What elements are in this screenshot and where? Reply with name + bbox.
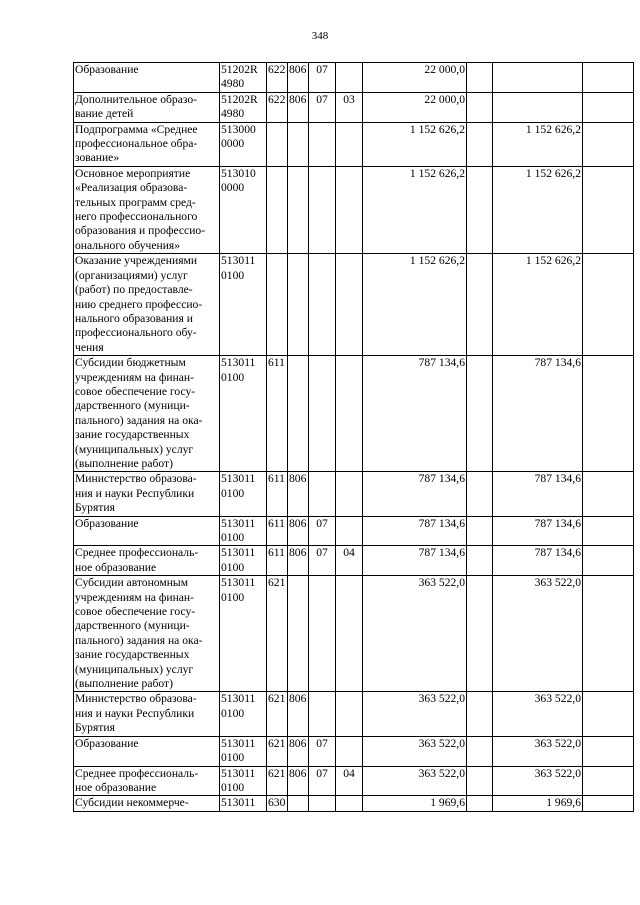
row-col2-cell: [467, 516, 493, 546]
page-number: 348: [311, 30, 329, 42]
row-col2-cell: [467, 736, 493, 766]
row-amount-2-cell: 1 152 626,2: [493, 166, 583, 253]
row-vr-cell: 611: [267, 472, 288, 516]
row-section-cell: [309, 576, 336, 692]
row-name-cell: [74, 796, 220, 811]
row-amount-cell: 1 969,6: [363, 796, 467, 811]
row-grbs-cell: [288, 122, 309, 166]
row-name-line: него профессионального: [75, 210, 198, 224]
row-amount-2-cell: 1 152 626,2: [493, 122, 583, 166]
row-code-cell: [220, 122, 267, 166]
row-amount-cell: 363 522,0: [363, 766, 467, 796]
row-name-line: чения: [75, 340, 104, 354]
row-vr-cell: 621: [267, 576, 288, 692]
row-code-line: 513010: [221, 166, 256, 180]
row-code-line: 51202R: [221, 63, 258, 76]
row-subsection-cell: [336, 122, 363, 166]
row-vr-cell: 621: [267, 766, 288, 796]
row-subsection-cell: 04: [336, 546, 363, 576]
table-row: [74, 472, 634, 516]
row-code-cell: [220, 516, 267, 546]
row-code-line: 0100: [221, 370, 245, 384]
row-col2-cell: [467, 356, 493, 472]
row-name-line: Бурятия: [75, 501, 115, 515]
row-name-line: Среднее профессиональ-: [75, 546, 199, 560]
row-name-line: зование»: [75, 151, 120, 165]
row-subsection-cell: 04: [336, 766, 363, 796]
table-body: [74, 63, 634, 812]
row-amount-cell: 787 134,6: [363, 472, 467, 516]
row-name-line: тельных программ сред-: [75, 195, 196, 209]
row-name-cell: [74, 576, 220, 692]
row-vr-cell: 621: [267, 736, 288, 766]
row-subsection-cell: [336, 63, 363, 93]
row-vr-cell: 611: [267, 546, 288, 576]
row-vr-cell: 622: [267, 92, 288, 122]
row-vr-cell: 622: [267, 63, 288, 93]
row-name-cell: [74, 63, 220, 93]
row-code-line: 513011: [221, 766, 256, 780]
row-col4-cell: [583, 254, 634, 356]
row-vr-cell: 611: [267, 516, 288, 546]
row-grbs-cell: 806: [288, 766, 309, 796]
row-code-line: 513011: [221, 576, 256, 590]
row-code-cell: [220, 254, 267, 356]
table-row: [74, 63, 634, 93]
row-amount-2-cell: 363 522,0: [493, 766, 583, 796]
budget-table: [73, 62, 634, 812]
row-section-cell: 07: [309, 92, 336, 122]
table-row: [74, 576, 634, 692]
table-row: [74, 516, 634, 546]
row-name-line: ное образование: [75, 780, 157, 794]
row-amount-cell: 363 522,0: [363, 692, 467, 736]
row-name-cell: [74, 122, 220, 166]
row-col2-cell: [467, 472, 493, 516]
row-name-cell: [74, 472, 220, 516]
row-col2-cell: [467, 692, 493, 736]
row-code-cell: [220, 796, 267, 811]
row-col4-cell: [583, 356, 634, 472]
row-code-cell: [220, 766, 267, 796]
row-name-line: Министерство образова-: [75, 472, 197, 486]
table-row: [74, 766, 634, 796]
row-code-cell: [220, 166, 267, 253]
row-vr-cell: 621: [267, 692, 288, 736]
row-name-line: совое обеспечение госу-: [75, 384, 196, 398]
row-code-cell: [220, 736, 267, 766]
row-amount-cell: 787 134,6: [363, 356, 467, 472]
row-subsection-cell: [336, 692, 363, 736]
row-name-line: зание государственных: [75, 648, 190, 662]
table-row: [74, 254, 634, 356]
row-vr-cell: 611: [267, 356, 288, 472]
row-amount-cell: 1 152 626,2: [363, 122, 467, 166]
row-name-line: (выполнение работ): [75, 677, 173, 691]
row-code-line: 0100: [221, 560, 245, 574]
row-code-line: 0100: [221, 706, 245, 720]
row-name-cell: [74, 356, 220, 472]
row-amount-cell: 1 152 626,2: [363, 166, 467, 253]
row-vr-cell: [267, 122, 288, 166]
row-col4-cell: [583, 736, 634, 766]
row-code-line: 513011: [221, 796, 256, 810]
row-name-line: дарственного (муници-: [75, 399, 190, 413]
row-col4-cell: [583, 692, 634, 736]
row-col4-cell: [583, 63, 634, 93]
row-name-cell: [74, 254, 220, 356]
row-col2-cell: [467, 92, 493, 122]
row-col2-cell: [467, 122, 493, 166]
row-subsection-cell: [336, 576, 363, 692]
row-grbs-cell: 806: [288, 63, 309, 93]
row-name-line: онального обучения»: [75, 238, 181, 252]
row-amount-cell: 363 522,0: [363, 736, 467, 766]
row-code-line: 513011: [221, 736, 256, 750]
row-vr-cell: 630: [267, 796, 288, 811]
row-section-cell: [309, 254, 336, 356]
row-amount-2-cell: 1 969,6: [493, 796, 583, 811]
row-amount-cell: 787 134,6: [363, 516, 467, 546]
row-subsection-cell: [336, 516, 363, 546]
row-col4-cell: [583, 576, 634, 692]
row-col4-cell: [583, 546, 634, 576]
row-name-line: Подпрограмма «Среднее: [75, 122, 198, 136]
row-col2-cell: [467, 576, 493, 692]
row-code-line: 513011: [221, 356, 256, 370]
table-row: [74, 122, 634, 166]
row-name-line: ния и науки Республики: [75, 486, 195, 500]
row-code-line: 513011: [221, 254, 256, 268]
row-name-cell: [74, 766, 220, 796]
row-name-line: Министерство образова-: [75, 692, 197, 706]
table-row: [74, 692, 634, 736]
row-section-cell: [309, 796, 336, 811]
row-col2-cell: [467, 63, 493, 93]
row-subsection-cell: [336, 472, 363, 516]
row-amount-2-cell: 363 522,0: [493, 736, 583, 766]
row-section-cell: 07: [309, 516, 336, 546]
row-grbs-cell: 806: [288, 472, 309, 516]
row-col4-cell: [583, 796, 634, 811]
row-grbs-cell: 806: [288, 516, 309, 546]
row-code-cell: [220, 692, 267, 736]
row-amount-cell: 1 152 626,2: [363, 254, 467, 356]
row-grbs-cell: 806: [288, 692, 309, 736]
row-grbs-cell: 806: [288, 92, 309, 122]
row-code-cell: [220, 472, 267, 516]
row-name-line: вание детей: [75, 107, 134, 121]
row-code-line: 513011: [221, 692, 256, 706]
row-subsection-cell: 03: [336, 92, 363, 122]
row-section-cell: [309, 166, 336, 253]
row-subsection-cell: [336, 254, 363, 356]
row-name-line: (организациями) услуг: [75, 268, 188, 282]
row-grbs-cell: [288, 254, 309, 356]
row-vr-cell: [267, 254, 288, 356]
row-code-cell: [220, 546, 267, 576]
row-col4-cell: [583, 166, 634, 253]
table-row: [74, 356, 634, 472]
row-name-line: профессионального обу-: [75, 326, 197, 340]
row-name-line: зание государственных: [75, 428, 190, 442]
table-row: [74, 166, 634, 253]
row-grbs-cell: [288, 796, 309, 811]
row-name-line: Субсидии бюджетным: [75, 356, 186, 370]
row-vr-cell: [267, 166, 288, 253]
row-name-line: Образование: [75, 736, 139, 750]
row-section-cell: 07: [309, 766, 336, 796]
row-code-line: 513011: [221, 472, 256, 486]
row-subsection-cell: [336, 796, 363, 811]
row-name-line: (работ) по предоставле-: [75, 283, 193, 297]
row-code-cell: [220, 576, 267, 692]
row-col4-cell: [583, 92, 634, 122]
row-name-line: Образование: [75, 63, 139, 76]
row-section-cell: 07: [309, 736, 336, 766]
row-name-line: «Реализация образова-: [75, 181, 188, 195]
row-code-line: 0100: [221, 486, 245, 500]
row-name-line: образования и профессио-: [75, 224, 206, 238]
row-amount-2-cell: [493, 92, 583, 122]
row-name-line: Бурятия: [75, 721, 115, 735]
row-name-line: Дополнительное образо-: [75, 92, 198, 106]
row-col2-cell: [467, 254, 493, 356]
row-name-line: (муниципальных) услуг: [75, 442, 194, 456]
row-amount-2-cell: 787 134,6: [493, 546, 583, 576]
row-amount-cell: 22 000,0: [363, 92, 467, 122]
row-name-cell: [74, 692, 220, 736]
row-code-line: 51202R: [221, 92, 258, 106]
row-code-line: 0100: [221, 751, 245, 765]
row-code-line: 0100: [221, 780, 245, 794]
row-grbs-cell: [288, 166, 309, 253]
row-name-line: учреждениям на финан-: [75, 370, 194, 384]
row-col2-cell: [467, 796, 493, 811]
row-name-line: совое обеспечение госу-: [75, 605, 196, 619]
table-row: [74, 736, 634, 766]
row-amount-2-cell: 787 134,6: [493, 516, 583, 546]
row-code-line: 0100: [221, 531, 245, 544]
row-name-line: дарственного (муници-: [75, 619, 190, 633]
row-name-line: Основное мероприятие: [75, 166, 191, 180]
row-section-cell: [309, 122, 336, 166]
row-name-line: Среднее профессиональ-: [75, 766, 199, 780]
row-code-line: 513011: [221, 516, 256, 530]
row-grbs-cell: [288, 356, 309, 472]
row-amount-cell: 22 000,0: [363, 63, 467, 93]
row-col2-cell: [467, 546, 493, 576]
row-amount-cell: 787 134,6: [363, 546, 467, 576]
row-code-cell: [220, 356, 267, 472]
row-subsection-cell: [336, 166, 363, 253]
row-name-line: ное образование: [75, 560, 157, 574]
row-section-cell: 07: [309, 63, 336, 93]
table-row: [74, 796, 634, 811]
row-name-line: пального) задания на ока-: [75, 413, 203, 427]
row-name-line: нию среднего профессио-: [75, 297, 203, 311]
row-grbs-cell: 806: [288, 546, 309, 576]
row-col4-cell: [583, 122, 634, 166]
row-name-line: Образование: [75, 516, 139, 530]
row-name-line: Субсидии некоммерче-: [75, 796, 189, 810]
row-code-line: 0000: [221, 137, 245, 151]
row-amount-2-cell: 363 522,0: [493, 692, 583, 736]
row-code-line: 0000: [221, 181, 245, 195]
row-code-line: 0100: [221, 268, 245, 282]
row-name-line: пального) задания на ока-: [75, 633, 203, 647]
row-col4-cell: [583, 766, 634, 796]
row-code-line: 0100: [221, 590, 245, 604]
row-col2-cell: [467, 766, 493, 796]
row-name-line: (выполнение работ): [75, 456, 173, 470]
row-col4-cell: [583, 516, 634, 546]
row-name-cell: [74, 736, 220, 766]
row-code-line: 513000: [221, 122, 256, 136]
row-section-cell: [309, 692, 336, 736]
row-code-cell: [220, 63, 267, 93]
row-amount-2-cell: 787 134,6: [493, 472, 583, 516]
row-name-cell: [74, 516, 220, 546]
row-col4-cell: [583, 472, 634, 516]
row-code-line: 513011: [221, 546, 256, 560]
row-amount-2-cell: 1 152 626,2: [493, 254, 583, 356]
table-row: [74, 546, 634, 576]
row-name-line: Субсидии автономным: [75, 576, 189, 590]
row-amount-2-cell: 363 522,0: [493, 576, 583, 692]
row-name-line: нального образования и: [75, 311, 193, 325]
row-name-cell: [74, 166, 220, 253]
row-name-line: профессиональное обра-: [75, 137, 198, 151]
row-name-line: ния и науки Республики: [75, 706, 195, 720]
row-grbs-cell: 806: [288, 736, 309, 766]
row-name-line: Оказание учреждениями: [75, 254, 198, 268]
table-row: [74, 92, 634, 122]
row-col2-cell: [467, 166, 493, 253]
row-code-line: 4980: [221, 77, 245, 91]
row-code-line: 4980: [221, 107, 245, 121]
row-name-line: (муниципальных) услуг: [75, 662, 194, 676]
row-amount-2-cell: 787 134,6: [493, 356, 583, 472]
row-section-cell: [309, 356, 336, 472]
row-subsection-cell: [336, 356, 363, 472]
row-code-cell: [220, 92, 267, 122]
row-amount-2-cell: [493, 63, 583, 93]
row-amount-cell: 363 522,0: [363, 576, 467, 692]
row-name-cell: [74, 546, 220, 576]
row-section-cell: [309, 472, 336, 516]
row-name-cell: [74, 92, 220, 122]
row-section-cell: 07: [309, 546, 336, 576]
row-subsection-cell: [336, 736, 363, 766]
row-name-line: учреждениям на финан-: [75, 590, 194, 604]
row-grbs-cell: [288, 576, 309, 692]
